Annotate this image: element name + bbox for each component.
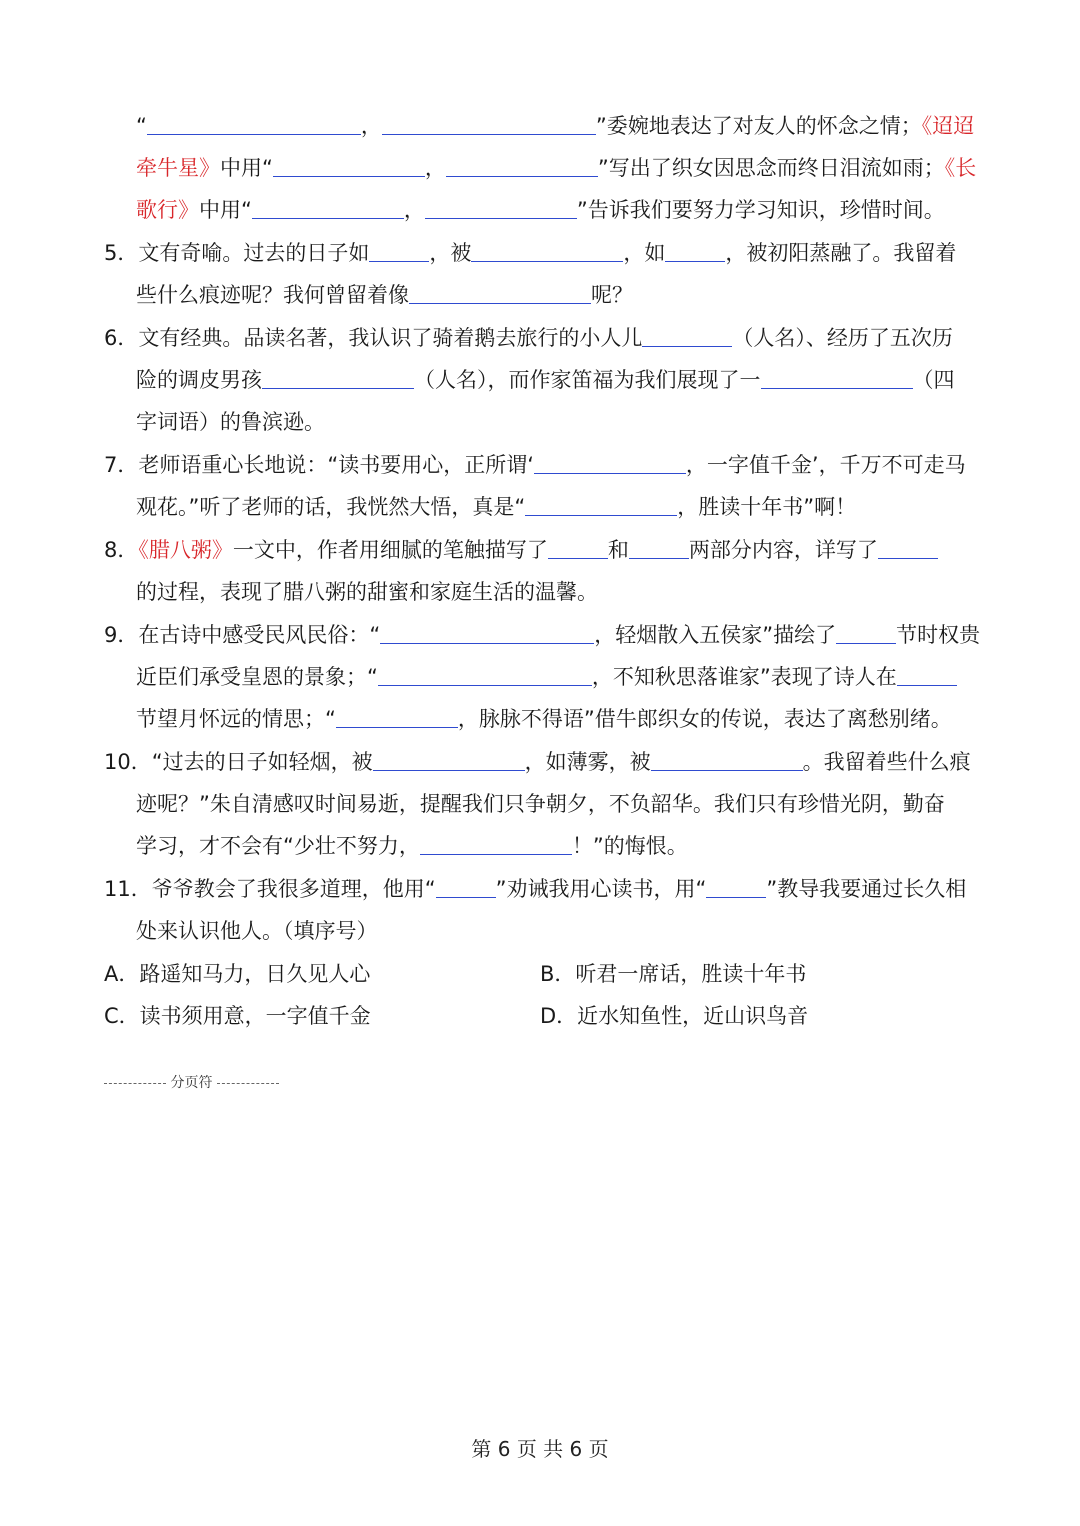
- q10-line-3: [136, 831, 688, 861]
- q11-text: 处来认识他人。（填序号）: [136, 919, 378, 943]
- q5-text: ，如: [623, 241, 666, 265]
- answer-blank[interactable]: [252, 196, 404, 219]
- q6-text: 6．文有经典。品读名著，我认识了骑着鹅去旅行的小人儿: [104, 326, 643, 350]
- q5-text: ，被初阳蒸融了。我留着: [725, 241, 957, 265]
- q9-text: ，不知秋思落谁家”表现了诗人在: [591, 665, 897, 689]
- q4-line-2: [136, 153, 976, 183]
- q11-text: ”教导我要通过长久相: [766, 877, 967, 901]
- q6-line-3: [136, 407, 325, 437]
- q9-text: 近臣们承受皇恩的景象；“: [136, 665, 378, 689]
- answer-blank[interactable]: [409, 281, 591, 304]
- q10-line-1: [104, 747, 971, 777]
- answer-blank[interactable]: [651, 748, 803, 771]
- q7-line-1: [104, 450, 966, 480]
- q9-line-3: [136, 704, 952, 734]
- answer-blank[interactable]: [548, 536, 608, 559]
- poem-title: 牵牛星》: [136, 156, 220, 180]
- poem-title: 歌行》: [136, 198, 199, 222]
- answer-blank[interactable]: [336, 705, 458, 728]
- q6-text: （人名）、经历了五次历: [732, 326, 953, 350]
- answer-blank[interactable]: [380, 621, 594, 644]
- dashed-divider: [104, 1083, 166, 1084]
- q9-text: ，轻烟散入五侯家”描绘了: [594, 623, 837, 647]
- answer-blank[interactable]: [878, 536, 938, 559]
- answer-blank[interactable]: [642, 324, 732, 347]
- answer-blank[interactable]: [369, 239, 429, 262]
- q8-text: 的过程，表现了腊八粥的甜蜜和家庭生活的温馨。: [136, 580, 598, 604]
- q4-text: ，: [403, 198, 425, 222]
- answer-blank[interactable]: [378, 663, 592, 686]
- q9-text: 节望月怀远的情思；“: [136, 707, 336, 731]
- q10-text: ，如薄雾，被: [524, 750, 651, 774]
- answer-blank[interactable]: [382, 112, 596, 135]
- q10-text: 迹呢？”朱自清感叹时间易逝，提醒我们只争朝夕，不负韶华。我们只有珍惜光阴，勤奋: [136, 792, 945, 816]
- q7-text: ，一字值千金’，千万不可走马: [685, 453, 966, 477]
- q10-text: 10．“过去的日子如轻烟，被: [104, 750, 373, 774]
- q8-text: 两部分内容，详写了: [688, 538, 878, 562]
- answer-blank[interactable]: [665, 239, 725, 262]
- q6-text: 险的调皮男孩: [136, 368, 262, 392]
- q4-line-3: [136, 195, 945, 225]
- answer-blank[interactable]: [706, 875, 766, 898]
- answer-blank[interactable]: [147, 112, 361, 135]
- q7-text: ，胜读十年书”啊！: [677, 495, 857, 519]
- q4-text: ”写出了织女因思念而终日泪流如雨；: [597, 156, 945, 180]
- q4-line-1: [136, 111, 974, 141]
- q4-text: ，: [360, 114, 382, 138]
- answer-blank[interactable]: [629, 536, 689, 559]
- essay-title: 《腊八粥》: [138, 538, 233, 562]
- q4-text: 中用“: [199, 198, 252, 222]
- q11-text: 11．爷爷教会了我很多道理，他用“: [104, 877, 436, 901]
- q6-text: 字词语）的鲁滨逊。: [136, 410, 325, 434]
- q10-text: 学习，才不会有“少壮不努力，: [136, 834, 420, 858]
- poem-title: 《长: [944, 156, 977, 180]
- option-b: B．听君一席话，胜读十年书: [540, 962, 807, 986]
- dashed-divider: [217, 1083, 279, 1084]
- q10-text: 。我留着些什么痕: [802, 750, 971, 774]
- option-c: C．读书须用意，一字值千金: [104, 1004, 371, 1028]
- q9-text: ，脉脉不得语”借牛郎织女的传说，表达了离愁别绪。: [457, 707, 952, 731]
- answer-blank[interactable]: [761, 366, 913, 389]
- q11-line-2: [136, 916, 378, 946]
- answer-blank[interactable]: [425, 196, 577, 219]
- q11-text: ”劝诫我用心读书，用“: [495, 877, 707, 901]
- q5-line-2: [136, 280, 633, 310]
- q8-text: 和: [607, 538, 629, 562]
- q9-text: 9．在古诗中感受民风民俗：“: [104, 623, 381, 647]
- answer-blank[interactable]: [897, 663, 957, 686]
- page-break-label: 分页符: [170, 1075, 213, 1091]
- q4-text: 中用“: [220, 156, 273, 180]
- q5-text: 些什么痕迹呢？我何曾留着像: [136, 283, 409, 307]
- answer-blank[interactable]: [273, 154, 425, 177]
- q9-line-2: [136, 662, 957, 692]
- q4-text: ”委婉地表达了对友人的怀念之情；: [595, 114, 922, 138]
- answer-blank[interactable]: [836, 621, 896, 644]
- answer-blank[interactable]: [525, 493, 677, 516]
- answer-blank[interactable]: [534, 451, 686, 474]
- q8-text: 一文中，作者用细腻的笔触描写了: [232, 538, 548, 562]
- answer-blank[interactable]: [446, 154, 598, 177]
- q8-line-2: [136, 577, 598, 607]
- q9-text: 节时权贵: [896, 623, 981, 647]
- option-d: D．近水知鱼性，近山识鸟音: [540, 1004, 809, 1028]
- answer-blank[interactable]: [420, 832, 572, 855]
- q4-text: ，: [424, 156, 446, 180]
- q6-text: （四: [912, 368, 955, 392]
- answer-blank[interactable]: [262, 366, 414, 389]
- q8-text: 8．: [104, 538, 139, 562]
- q5-text: 5．文有奇喻。过去的日子如: [104, 241, 370, 265]
- answer-blank[interactable]: [373, 748, 525, 771]
- q6-line-1: [104, 323, 953, 353]
- q6-text: （人名），而作家笛福为我们展现了一: [414, 368, 761, 392]
- page-break-marker: [104, 1072, 279, 1092]
- answer-blank[interactable]: [471, 239, 623, 262]
- q6-line-2: [136, 365, 955, 395]
- q10-line-2: [136, 789, 945, 819]
- q7-text: 7．老师语重心长地说：“读书要用心，正所谓‘: [104, 453, 534, 477]
- q10-text: ！”的悔恨。: [571, 834, 688, 858]
- page-footer: 第 6 页 共 6 页: [471, 1437, 609, 1461]
- q11-line-1: [104, 874, 966, 904]
- q5-line-1: [104, 238, 956, 268]
- q8-line-1: [104, 535, 938, 565]
- answer-blank[interactable]: [436, 875, 496, 898]
- q4-text: ”告诉我们要努力学习知识，珍惜时间。: [576, 198, 945, 222]
- poem-title: 《迢迢: [921, 114, 975, 138]
- q7-text: 观花。”听了老师的话，我恍然大悟，真是“: [136, 495, 526, 519]
- q5-text: 呢？: [591, 283, 633, 307]
- q5-text: ，被: [429, 241, 472, 265]
- q9-line-1: [104, 620, 980, 650]
- q7-line-2: [136, 492, 856, 522]
- q4-text: “: [136, 114, 147, 138]
- option-a: A．路遥知马力，日久见人心: [104, 962, 371, 986]
